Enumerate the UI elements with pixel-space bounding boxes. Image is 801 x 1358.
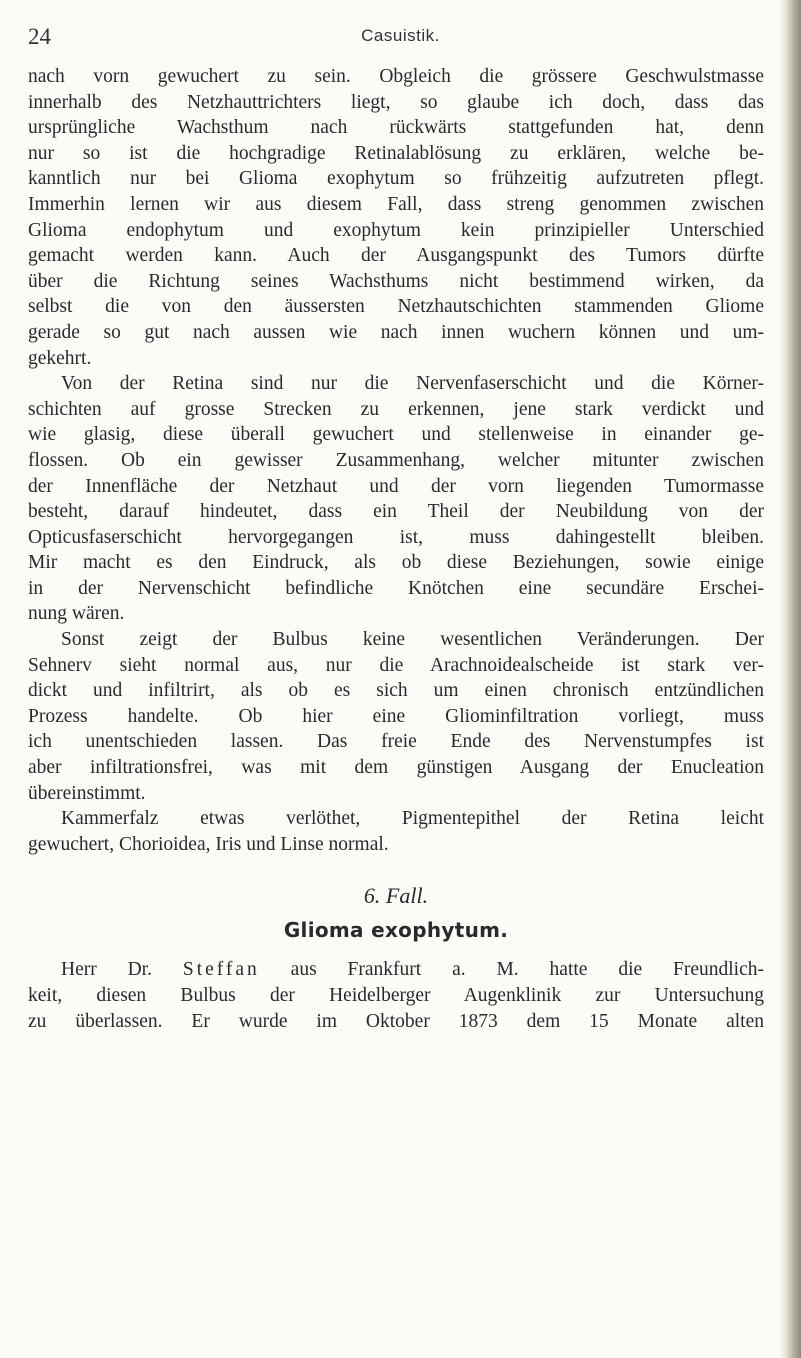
text-line: dickt und infiltrirt, als ob es sich um einen chronisch entzündlichen [28, 680, 764, 702]
text-line [28, 957, 764, 983]
person-name: Steffan [182, 959, 260, 981]
text-line: ursprüngliche Wachsthum nach rückwärts stattgefunden hat, denn [28, 117, 764, 139]
section-subtitle: Glioma exophytum. [283, 918, 509, 943]
paragraph-4 [28, 806, 764, 857]
text-line: Kammerfalz etwas verlöthet, Pigmentepithel der Retina leicht [61, 808, 764, 830]
page-binding-edge [779, 0, 801, 1358]
paragraph-2 [28, 371, 764, 627]
text-line: besteht, darauf hindeutet, dass ein Theil der Neubildung von der [28, 501, 764, 523]
text-line: gemacht werden kann. Auch der Ausgangspunkt des Tumors dürfte [28, 245, 764, 267]
text-fragment: aus Frankfurt a. M. hatte die Freundlich- [259, 959, 764, 981]
text-line: wie glasig, diese überall gewuchert und stellenweise in einander ge- [28, 424, 764, 446]
text-line: selbst die von den äussersten Netzhautschichten stammenden Gliome [28, 296, 764, 318]
page-header [0, 22, 801, 52]
text-line: aber infiltrationsfrei, was mit dem günstigen Ausgang der Enucleation [28, 757, 764, 779]
text-line: Prozess handelte. Ob hier eine Gliominfiltration vorliegt, muss [28, 705, 764, 727]
paragraph-3 [28, 627, 764, 806]
section-title: 6. Fall. [363, 883, 429, 909]
text-line: Immerhin lernen wir aus diesem Fall, dass streng genommen zwischen [28, 193, 764, 215]
page-number: 24 [28, 24, 51, 49]
text-fragment: Herr Dr. [61, 959, 183, 981]
paragraph-1 [28, 64, 764, 371]
text-line: Opticusfaserschicht hervorgegangen ist, muss dahingestellt bleiben. [28, 526, 764, 548]
body-text [28, 64, 764, 1034]
text-line: ich unentschieden lassen. Das freie Ende des Nervenstumpfes ist [28, 731, 764, 753]
text-line: kanntlich nur bei Glioma exophytum so frühzeitig aufzutreten pflegt. [28, 168, 764, 190]
paragraph-5 [28, 957, 764, 1034]
text-line: Glioma endophytum und exophytum kein prinzipieller Unterschied [28, 219, 764, 241]
text-line: gerade so gut nach aussen wie nach innen wuchern können und um- [28, 321, 764, 343]
text-line: Mir macht es den Eindruck, als ob diese Beziehungen, sowie einige [28, 552, 764, 574]
text-line: schichten auf grosse Strecken zu erkennen, jene stark verdickt und [28, 398, 764, 420]
text-line: nach vorn gewuchert zu sein. Obgleich die grössere Geschwulstmasse [28, 66, 764, 87]
text-line: über die Richtung seines Wachsthums nicht bestimmend wirken, da [28, 270, 764, 292]
text-line: der Innenfläche der Netzhaut und der vorn liegenden Tumormasse [28, 475, 764, 497]
text-line: übereinstimmt. [28, 782, 146, 804]
text-line: nung wären. [28, 603, 125, 625]
text-line: nur so ist die hochgradige Retinalablösung zu erklären, welche be- [28, 142, 764, 164]
text-line: gekehrt. [28, 347, 92, 369]
text-line: Sonst zeigt der Bulbus keine wesentlichen Veränderungen. Der [61, 629, 764, 651]
text-line: keit, diesen Bulbus der Heidelberger Augenklinik zur Untersuchung [28, 985, 764, 1006]
running-head: Casuistik. [361, 26, 440, 45]
text-line: gewuchert, Chorioidea, Iris und Linse normal. [28, 833, 389, 855]
text-line: Von der Retina sind nur die Nervenfaserschicht und die Körner- [61, 373, 764, 395]
text-line: in der Nervenschicht befindliche Knötchen eine secundäre Erschei- [28, 577, 764, 599]
text-line: zu überlassen. Er wurde im Oktober 1873 dem 15 Monate alten [28, 1010, 764, 1032]
text-line: flossen. Ob ein gewisser Zusammenhang, welcher mitunter zwischen [28, 449, 764, 471]
text-line: Sehnerv sieht normal aus, nur die Arachnoidealscheide ist stark ver- [28, 654, 764, 676]
text-line: innerhalb des Netzhauttrichters liegt, so glaube ich doch, dass das [28, 91, 764, 113]
